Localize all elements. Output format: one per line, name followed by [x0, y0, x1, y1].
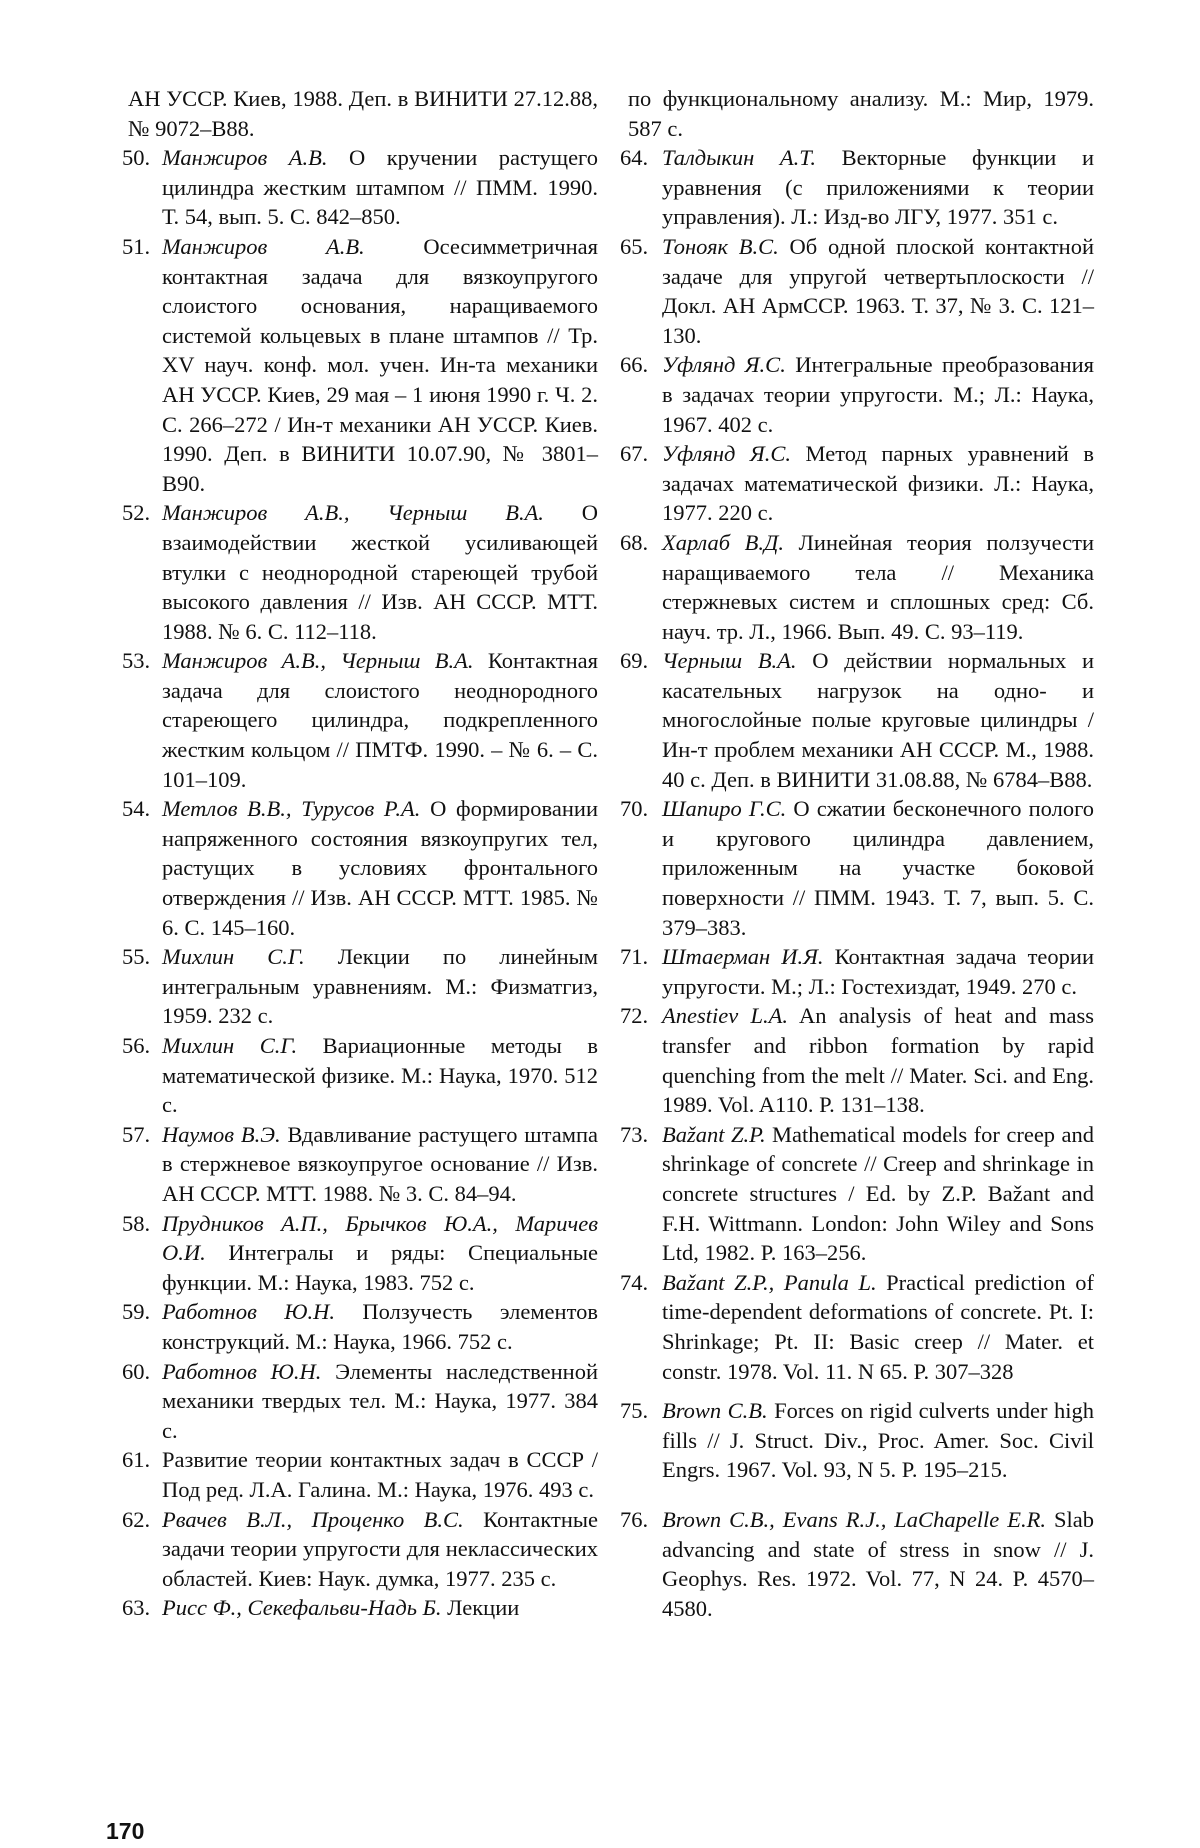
reference-author: Харлаб В.Д. — [662, 529, 784, 555]
reference-number: 60. — [122, 1358, 151, 1384]
reference-entry — [620, 1268, 1094, 1386]
reference-entry — [620, 1001, 1094, 1119]
reference-text: Ползучесть элементов конструкций. М.: Наука, 1966. 752 с. — [162, 1299, 598, 1354]
reference-author: Рисс Ф., Секефальви-Надь Б. — [162, 1595, 442, 1621]
reference-entry — [122, 498, 598, 646]
reference-entry — [122, 942, 598, 1031]
reference-entry — [122, 232, 598, 498]
reference-entry — [620, 1120, 1094, 1268]
reference-text: Вариационные методы в математической физике. М.: Наука, 1970. 512 с. — [162, 1033, 598, 1118]
reference-entry — [620, 794, 1094, 942]
reference-text: Вдавливание растущего штампа в стержневое вязкоупругое основание // Изв. АН СССР. МТТ. 1988. № 3. С. 84–94. — [162, 1121, 598, 1206]
reference-entry — [620, 1396, 1094, 1485]
reference-entry — [128, 84, 598, 143]
reference-number: 63. — [122, 1595, 151, 1621]
reference-number: 64. — [620, 145, 649, 171]
reference-number: 55. — [122, 944, 151, 970]
reference-number: 70. — [620, 796, 649, 822]
reference-number: 50. — [122, 145, 151, 171]
reference-entry — [122, 143, 598, 232]
reference-text: О формировании напряженного состояния вязкоупругих тел, растущих в условиях фронтального отверждения // Изв. АН СССР. МТТ. 1985. № 6. С. 145–160. — [162, 796, 598, 940]
reference-number: 56. — [122, 1033, 151, 1058]
reference-text: О действии нормальных и касательных нагрузок на одно- и многослойные полые круговые цилиндры / Ин-т проблем механики АН СССР. М., 1988. 40 с. Деп. в ВИНИТИ 31.08.88, № 6784–В88. — [662, 648, 1094, 792]
right-column — [620, 84, 1094, 1623]
reference-author: Тонояк В.С. — [662, 233, 779, 259]
reference-author: Прудников А.П., Брычков Ю.А., Маричев О.И. — [162, 1210, 598, 1266]
reference-entry — [620, 439, 1094, 528]
left-column — [122, 84, 598, 1623]
reference-number: 51. — [122, 233, 151, 259]
reference-number: 69. — [620, 648, 649, 674]
reference-entry — [122, 1120, 598, 1209]
reference-number: 71. — [620, 944, 649, 970]
reference-author: Манжиров А.В. — [162, 145, 328, 171]
reference-author: Рвачев В.Л., Проценко В.С. — [162, 1506, 464, 1532]
reference-number: 68. — [620, 529, 649, 555]
reference-text: Forces on rigid culverts under high fills // J. Struct. Div., Proc. Amer. Soc. Civil Engrs. 1967. Vol. 93, N 5. P. 195–215. — [662, 1398, 1094, 1483]
reference-text: Интегралы и ряды: Специальные функции. М.: Наука, 1983. 752 с. — [162, 1240, 598, 1295]
reference-text: Об одной плоской контактной задаче для упругой четвертьплоскости // Докл. АН АрмССР. 1963. Т. 37, № 3. С. 121–130. — [662, 233, 1094, 348]
reference-entry — [620, 942, 1094, 1001]
reference-entry — [122, 1505, 598, 1594]
reference-text: Осесимметричная контактная задача для вязкоупругого слоистого основания, наращиваемого системой кольцевых в плане штампов // Тр. XV науч. конф. мол. учен. Ин-та механики АН УССР. Киев, 29 мая – 1 июня 1990 г. Ч. 2. С. 266–272 / Ин-т механики АН УССР. Киев. 1990. Деп. в ВИНИТИ 10.07.90, № 3801–В90. — [162, 233, 598, 496]
reference-text: О сжатии бесконечного полого и кругового цилиндра давлением, приложенным на участке боковой поверхности // ПММ. 1943. Т. 7, вып. 5. С. 379–383. — [662, 796, 1094, 940]
reference-number: 54. — [122, 796, 151, 822]
reference-text: Practical prediction of time-dependent deformations of concrete. Pt. I: Shrinkage; Pt. II: Basic creep // Mater. et constr. 1978. Vol. 11. N 65. P. 307–328 — [662, 1269, 1094, 1384]
reference-number: 59. — [122, 1299, 151, 1325]
reference-author: Михлин С.Г. — [162, 1033, 298, 1058]
reference-entry — [122, 1209, 598, 1298]
reference-text: Mathematical models for creep and shrinkage of concrete // Creep and shrinkage in concrete structures / Ed. by Z.P. Bažant and F.H. Wittmann. London: John Wiley and Sons Ltd, 1982. P. 163–256. — [662, 1121, 1094, 1266]
reference-author: Anestiev L.A. — [662, 1003, 788, 1029]
reference-text: Контактная задача теории упругости. М.; Л.: Гостехиздат, 1949. 270 с. — [662, 944, 1094, 999]
reference-entry — [620, 646, 1094, 794]
reference-text: Векторные функции и уравнения (с приложениями к теории управления). Л.: Изд-во ЛГУ, 1977. 351 с. — [662, 145, 1094, 230]
reference-author: Манжиров А.В. — [162, 233, 365, 259]
reference-text: Линейная теория ползучести наращиваемого тела // Механика стержневых систем и сплошных сред: Сб. науч. тр. Л., 1966. Вып. 49. С. 93–119. — [662, 529, 1094, 644]
reference-entry — [122, 794, 598, 942]
reference-text: АН УССР. Киев, 1988. Деп. в ВИНИТИ 27.12.88, № 9072–В88. — [128, 86, 598, 141]
reference-number: 66. — [620, 352, 649, 378]
page-number: 170 — [106, 1818, 145, 1844]
reference-text: Интегральные преобразования в задачах теории упругости. М.; Л.: Наука, 1967. 402 с. — [662, 352, 1094, 437]
reference-number: 57. — [122, 1121, 151, 1147]
reference-entry — [122, 1445, 598, 1504]
reference-text: Лекции по линейным интегральным уравнениям. М.: Физматгиз, 1959. 232 с. — [162, 944, 598, 1029]
reference-entry — [620, 232, 1094, 350]
reference-number: 72. — [620, 1003, 649, 1029]
reference-author: Уфлянд Я.С. — [662, 352, 786, 378]
reference-entry — [122, 1031, 598, 1120]
reference-text: Контактная задача для слоистого неоднородного стареющего цилиндра, подкрепленного жестким кольцом // ПМТФ. 1990. – № 6. – С. 101–109. — [162, 648, 598, 792]
reference-author: Талдыкин А.Т. — [662, 145, 816, 171]
reference-number: 53. — [122, 648, 151, 674]
reference-entry — [122, 1357, 598, 1446]
reference-text: Контактные задачи теории упругости для неклассических областей. Киев: Наук. думка, 1977. 235 с. — [162, 1506, 598, 1591]
reference-entry — [122, 646, 598, 794]
reference-author: Brown C.B. — [662, 1398, 768, 1424]
reference-number: 74. — [620, 1269, 649, 1295]
reference-text: О кручении растущего цилиндра жестким штампом // ПММ. 1990. Т. 54, вып. 5. С. 842–850. — [162, 145, 598, 230]
reference-text: по функциональному анализу. М.: Мир, 1979. 587 с. — [628, 86, 1094, 141]
reference-author: Работнов Ю.Н. — [162, 1299, 335, 1325]
reference-text: Slab advancing and state of stress in snow // J. Geophys. Res. 1972. Vol. 77, N 24. P. 4570–4580. — [662, 1506, 1094, 1621]
reference-author: Манжиров А.В., Черныш В.А. — [162, 500, 544, 526]
reference-text: Развитие теории контактных задач в СССР / Под ред. Л.А. Галина. М.: Наука, 1976. 493 с. — [162, 1447, 598, 1502]
reference-author: Манжиров А.В., Черныш В.А. — [162, 648, 474, 674]
reference-number: 73. — [620, 1121, 649, 1147]
reference-author: Bažant Z.P., Panula L. — [662, 1269, 877, 1295]
reference-number: 67. — [620, 441, 649, 467]
reference-number: 76. — [620, 1506, 649, 1532]
reference-author: Штаерман И.Я. — [662, 944, 824, 970]
reference-text: Лекции — [441, 1595, 520, 1621]
reference-author: Черныш В.А. — [662, 648, 797, 674]
reference-author: Шапиро Г.С. — [662, 796, 787, 822]
reference-number: 62. — [122, 1506, 151, 1532]
reference-author: Brown C.B., Evans R.J., LaChapelle E.R. — [662, 1506, 1047, 1532]
reference-entry — [620, 143, 1094, 232]
reference-text: An analysis of heat and mass transfer and ribbon formation by rapid quenching from the melt // Mater. Sci. and Eng. 1989. Vol. A110. P. 131–138. — [662, 1003, 1094, 1118]
reference-author: Наумов В.Э. — [162, 1121, 281, 1147]
reference-entry — [620, 1505, 1094, 1623]
reference-author: Михлин С.Г. — [162, 944, 305, 970]
reference-entry — [628, 84, 1094, 143]
reference-text: Метод парных уравнений в задачах математической физики. Л.: Наука, 1977. 220 с. — [662, 441, 1094, 526]
reference-number: 75. — [620, 1398, 649, 1424]
reference-text: Элементы наследственной механики твердых тел. М.: Наука, 1977. 384 с. — [162, 1358, 598, 1443]
reference-number: 61. — [122, 1447, 151, 1473]
reference-entry — [122, 1297, 598, 1356]
reference-number: 58. — [122, 1210, 151, 1236]
reference-number: 52. — [122, 500, 151, 526]
reference-author: Метлов В.В., Турусов Р.А. — [162, 796, 421, 822]
reference-author: Уфлянд Я.С. — [662, 441, 791, 467]
reference-author: Работнов Ю.Н. — [162, 1358, 322, 1384]
reference-text: О взаимодействии жесткой усиливающей втулки с неоднородной стареющей трубой высокого давления // Изв. АН СССР. МТТ. 1988. № 6. С. 112–118. — [162, 500, 598, 644]
reference-author: Bažant Z.P. — [662, 1121, 766, 1147]
reference-entry — [122, 1593, 598, 1623]
reference-entry — [620, 350, 1094, 439]
reference-number: 65. — [620, 233, 649, 259]
reference-entry — [620, 528, 1094, 646]
